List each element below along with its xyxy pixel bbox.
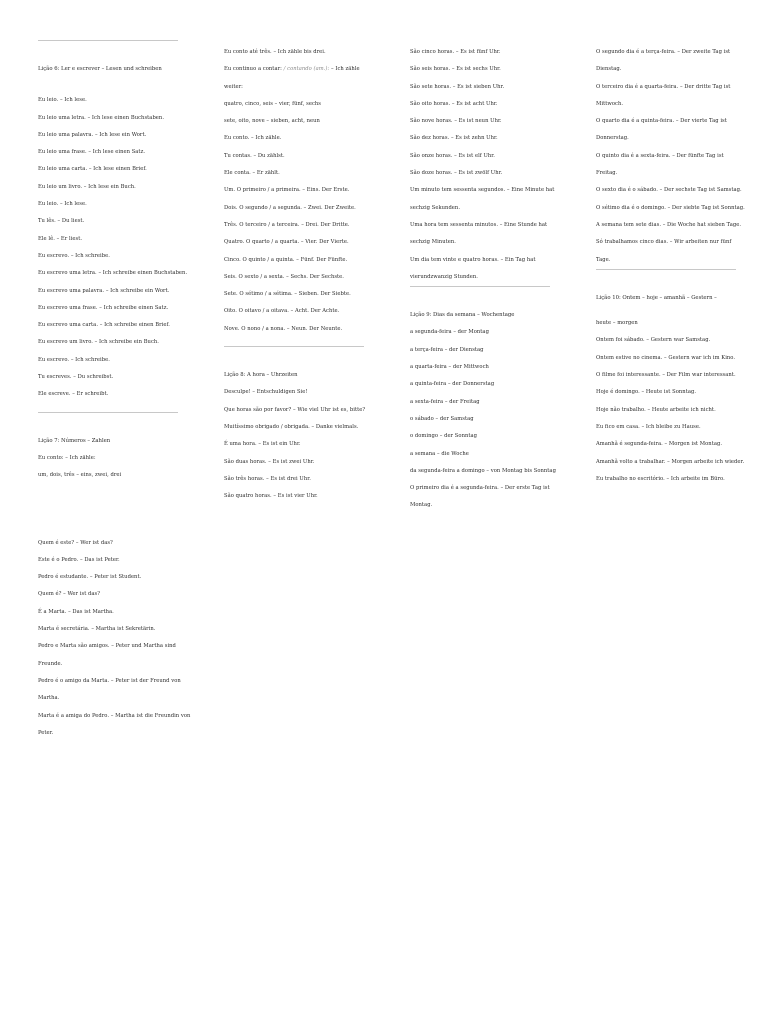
- text-line: Nove. O nono / a nona. – Neun. Der Neunte.: [224, 325, 343, 332]
- text-line: Eu escrevo uma letra. – Ich schreibe einen Buchstaben.: [38, 270, 188, 277]
- text-line: o sábado – der Samstag: [410, 415, 474, 422]
- text-line: Um minuto tem sessenta segundos. – Eine Minute hat sechzig Sekunden.: [410, 187, 555, 211]
- text-line: Marta é secretária. – Martha ist Sekretärin.: [38, 626, 156, 633]
- lesson6-title: Lição 6: Ler e escrever – Lesen und schreiben: [38, 66, 162, 72]
- text-line: Eu leio uma palavra. – Ich lese ein Wort.: [38, 131, 147, 138]
- text-line: Ontem foi sábado. – Gestern war Samstag.: [596, 337, 711, 344]
- text-line: o domingo – der Sonntag: [410, 433, 477, 440]
- text-line: Eu leio. – Ich lese.: [38, 201, 87, 208]
- text-line: Eu conto. – Ich zähle.: [224, 135, 282, 142]
- text-line: Ontem estive no cinema. – Gestern war ich im Kino.: [596, 354, 736, 361]
- text-line: É uma hora. – Es ist ein Uhr.: [224, 441, 301, 448]
- text-line: A semana tem sete dias. – Die Woche hat sieben Tage.: [596, 221, 742, 228]
- text-line: Eu trabalho no escritório. – Ich arbeite im Büro.: [596, 475, 725, 482]
- text-line: Cinco. O quinto / a quinta. – Fünf. Der Fünfte.: [224, 256, 348, 263]
- text-line: O terceiro dia é a quarta-feira. – Der dritte Tag ist Mittwoch.: [596, 83, 731, 107]
- text-segment: Eu continuo a contar:: [224, 66, 282, 73]
- text-line: Eu leio uma frase. – Ich lese einen Satz.: [38, 149, 146, 156]
- day-lines: [596, 44, 746, 269]
- text-line: Ele escreve. – Er schreibt.: [38, 391, 109, 398]
- number-lines: [224, 96, 374, 338]
- text-line: Amanhã volto a trabalhar. – Morgen arbeite ich wieder.: [596, 458, 745, 465]
- text-line: Quem é? – Wer ist das?: [38, 591, 101, 598]
- text-segment-muted: / contando (am.):: [283, 66, 330, 73]
- text-line: Tu contas. – Du zählst.: [224, 152, 285, 159]
- text-line: a semana – die Woche: [410, 450, 469, 457]
- text-line: Ele lê. – Er liest.: [38, 235, 83, 242]
- text-line: a terça-feira – der Dienstag: [410, 346, 484, 353]
- text-line: Seis. O sexto / a sexta. – Sechs. Der Sechste.: [224, 273, 344, 280]
- text-line: Marta é a amiga do Pedro. – Martha ist die Freundin von Peter.: [38, 712, 191, 736]
- hour-lines: [410, 44, 560, 286]
- text-line: Eu escrevo. – Ich schreibe.: [38, 252, 110, 259]
- text-line: Eu escrevo uma palavra. – Ich schreibe ein Wort.: [38, 287, 170, 294]
- text-line: sete, oito, nove – sieben, acht, neun: [224, 118, 320, 125]
- text-line: Hoje é domingo. – Heute ist Sonntag.: [596, 389, 697, 396]
- text-line: Oito. O oitavo / a oitava. – Acht. Der Achte.: [224, 308, 340, 315]
- text-line: Eu leio. – Ich lese.: [38, 97, 87, 104]
- text-line: Pedro é o amigo da Marta. – Peter ist der Freund von Martha.: [38, 677, 181, 702]
- text-line: Quem é este? – Wer ist das?: [38, 539, 113, 546]
- text-line: Eu escrevo um livro. – Ich schreibe ein Buch.: [38, 339, 159, 346]
- text-line: Uma hora tem sessenta minutos. – Eine Stunde hat sechzig Minuten.: [410, 221, 548, 246]
- text-line: São duas horas. – Es ist zwei Uhr.: [224, 458, 315, 465]
- text-line: heute – morgen: [596, 320, 638, 327]
- column-2: [224, 44, 374, 505]
- text-line: São seis horas. – Es ist sechs Uhr.: [410, 66, 501, 73]
- column-3: [410, 44, 560, 515]
- text-line: Eu escrevo uma carta. – Ich schreibe einen Brief.: [38, 322, 170, 329]
- text-line: O segundo dia é a terça-feira. – Der zweite Tag ist Dienstag.: [596, 49, 731, 73]
- text-line: a sexta-feira – der Freitag: [410, 398, 480, 405]
- text-line: Ele conta. – Er zählt.: [224, 170, 280, 177]
- text-line: O sexto dia é o sábado. – Der sechste Tag ist Samstag.: [596, 187, 742, 194]
- text-line: Eu fico em casa. – Ich bleibe zu Hause.: [596, 423, 701, 430]
- text-line: Hoje não trabalho. – Heute arbeite ich nicht.: [596, 406, 716, 413]
- text-line: Desculpe! – Entschuldigen Sie!: [224, 389, 308, 396]
- text-line: O filme foi interessante. – Der Film war interessant.: [596, 372, 736, 379]
- column-1: [38, 40, 193, 742]
- text-line: São onze horas. – Es ist elf Uhr.: [410, 152, 495, 159]
- text-line: a quarta-feira – der Mittwoch: [410, 364, 489, 371]
- text-line: quatro, cinco, seis – vier, fünf, sechs: [224, 100, 322, 107]
- text-line: São três horas. – Es ist drei Uhr.: [224, 475, 311, 482]
- text-line: Eu escrevo. – Ich schreibe.: [38, 356, 110, 363]
- text-line: a quinta-feira – der Donnerstag: [410, 381, 495, 388]
- text-line: Muitíssimo obrigado / obrigada. – Danke vielmals.: [224, 423, 359, 430]
- lesson9-title: Lição 9: Dias da semana – Wochentage: [410, 312, 515, 319]
- text-line: Dois. O segundo / a segunda. – Zwei. Der Zweite.: [224, 204, 356, 211]
- text-line: Três. O terceiro / a terceira. – Drei. Der Dritte.: [224, 221, 350, 228]
- text-line: Um. O primeiro / a primeira. – Eins. Der Erste.: [224, 187, 350, 194]
- text-line: Sete. O sétimo / a sétima. – Sieben. Der Siebte.: [224, 291, 351, 298]
- dialogue-lines: [38, 535, 193, 743]
- text-line: São sete horas. – Es ist sieben Uhr.: [410, 83, 505, 90]
- text-line: É a Marta. – Das ist Martha.: [38, 608, 114, 615]
- text-line: Amanhã é segunda-feira. – Morgen ist Montag.: [596, 441, 723, 448]
- text-line: São cinco horas. – Es ist fünf Uhr.: [410, 49, 501, 55]
- lesson6-lines: [38, 92, 193, 403]
- text-line: Um dia tem vinte e quatro horas. – Ein Tag hat vierundzwanzig Stunden.: [410, 256, 536, 280]
- lesson10-title: Lição 10: Ontem – hoje – amanhã – Gestern –: [596, 294, 717, 301]
- text-line: O quinto dia é a sexta-feira. – Der fünfte Tag ist Freitag.: [596, 152, 724, 177]
- text-line: São oito horas. – Es ist acht Uhr.: [410, 100, 498, 107]
- column-4: [596, 44, 746, 488]
- text-line: Eu leio uma carta. – Ich lese einen Brief.: [38, 166, 147, 173]
- text-line: O primeiro dia é a segunda-feira. – Der erste Tag ist Montag.: [410, 485, 550, 509]
- text-line: Eu conto: – Ich zähle:: [38, 454, 96, 461]
- text-line: São nove horas. – Es ist neun Uhr.: [410, 118, 502, 125]
- text-line: Este é o Pedro. – Das ist Peter.: [38, 556, 120, 563]
- text-line: Quatro. O quarto / a quarta. – Vier. Der Vierte.: [224, 239, 349, 246]
- text-line: O quarto dia é a quinta-feira. – Der vierte Tag ist Donnerstag.: [596, 118, 727, 142]
- text-line: [224, 61, 374, 96]
- text-line: Tu escreves. – Du schreibst.: [38, 374, 114, 381]
- text-line: Pedro é estudante. – Peter ist Student.: [38, 574, 142, 581]
- text-line: a segunda-feira – der Montag: [410, 329, 489, 336]
- text-line: Pedro e Marta são amigos. – Peter und Martha sind Freunde.: [38, 643, 176, 667]
- lesson8-title: Lição 8: A hora – Uhrzeiten: [224, 372, 298, 379]
- text-line: Só trabalhamos cinco dias. – Wir arbeiten nur fünf Tage.: [596, 239, 732, 263]
- lesson7-title: Lição 7: Números – Zahlen: [38, 437, 111, 444]
- text-line: da segunda-feira a domingo – von Montag bis Sonntag: [410, 467, 556, 474]
- text-line: um, dois, três – eins, zwei, drei: [38, 472, 122, 479]
- text-line: São quatro horas. – Es ist vier Uhr.: [224, 493, 318, 500]
- text-line: São dez horas. – Es ist zehn Uhr.: [410, 135, 498, 142]
- text-line: Eu escrevo uma frase. – Ich schreibe einen Satz.: [38, 304, 169, 311]
- text-segment: – Ich zähle weiter:: [224, 66, 360, 90]
- text-line: Que horas são por favor? – Wie viel Uhr ist es, bitte?: [224, 406, 366, 413]
- text-line: São doze horas. – Es ist zwölf Uhr.: [410, 170, 503, 177]
- text-line: Eu leio uma letra. – Ich lese einen Buchstaben.: [38, 114, 165, 121]
- text-line: Tu lês. – Du liest.: [38, 218, 85, 225]
- text-line: Eu leio um livro. – Ich lese ein Buch.: [38, 183, 136, 190]
- text-line: Eu conto até três. – Ich zähle bis drei.: [224, 49, 326, 55]
- text-line: O sétimo dia é o domingo. – Der siebte Tag ist Sonntag.: [596, 204, 745, 211]
